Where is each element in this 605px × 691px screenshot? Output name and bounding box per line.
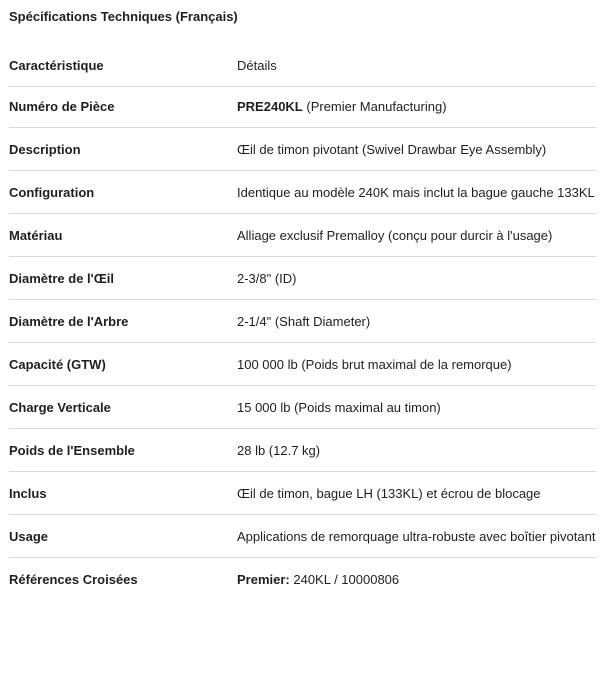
- row-key: Usage: [9, 529, 49, 544]
- row-key: Configuration: [9, 185, 95, 200]
- row-value: 15 000 lb (Poids maximal au timon): [237, 400, 441, 415]
- table-row: [9, 171, 596, 214]
- row-key: Inclus: [9, 486, 47, 501]
- row-key: Capacité (GTW): [9, 357, 106, 372]
- row-key: Charge Verticale: [9, 400, 111, 415]
- row-value-text: 240KL / 10000806: [289, 572, 400, 587]
- row-value: 28 lb (12.7 kg): [237, 443, 321, 458]
- row-value: [237, 98, 596, 115]
- spec-table: [9, 47, 596, 596]
- row-value: 2-1/4" (Shaft Diameter): [237, 314, 371, 329]
- row-key: Numéro de Pièce: [9, 99, 115, 114]
- row-value: Identique au modèle 240K mais inclut la bague gauche 133KL: [237, 185, 595, 200]
- row-key: Matériau: [9, 228, 63, 243]
- row-value: 100 000 lb (Poids brut maximal de la remorque): [237, 357, 512, 372]
- row-key: Poids de l'Ensemble: [9, 443, 135, 458]
- table-row: [9, 515, 596, 558]
- table-row: [9, 87, 596, 128]
- column-header-feature: Caractéristique: [9, 58, 104, 73]
- table-row: [9, 429, 596, 472]
- table-row: [9, 214, 596, 257]
- table-row: [9, 558, 596, 596]
- row-value: [237, 571, 596, 588]
- column-header-details: Détails: [237, 58, 277, 73]
- table-row: [9, 386, 596, 429]
- row-key: Références Croisées: [9, 572, 138, 587]
- table-row: [9, 257, 596, 300]
- row-key: Description: [9, 142, 81, 157]
- row-key: Diamètre de l'Œil: [9, 271, 114, 286]
- table-row: [9, 472, 596, 515]
- row-value: 2-3/8" (ID): [237, 271, 297, 286]
- table-row: [9, 128, 596, 171]
- row-value: Œil de timon, bague LH (133KL) et écrou de blocage: [237, 486, 541, 501]
- table-row: [9, 300, 596, 343]
- row-value-bold: PRE240KL: [237, 99, 303, 114]
- row-value-text: (Premier Manufacturing): [302, 99, 447, 114]
- page-title: Spécifications Techniques (Français): [9, 9, 238, 24]
- row-value: Applications de remorquage ultra-robuste avec boîtier pivotant: [237, 529, 596, 544]
- table-row: [9, 343, 596, 386]
- row-value: Alliage exclusif Premalloy (conçu pour durcir à l'usage): [237, 228, 553, 243]
- row-value: Œil de timon pivotant (Swivel Drawbar Eye Assembly): [237, 142, 547, 157]
- row-key: Diamètre de l'Arbre: [9, 314, 129, 329]
- table-header-row: [9, 47, 596, 87]
- row-value-bold: Premier:: [237, 572, 290, 587]
